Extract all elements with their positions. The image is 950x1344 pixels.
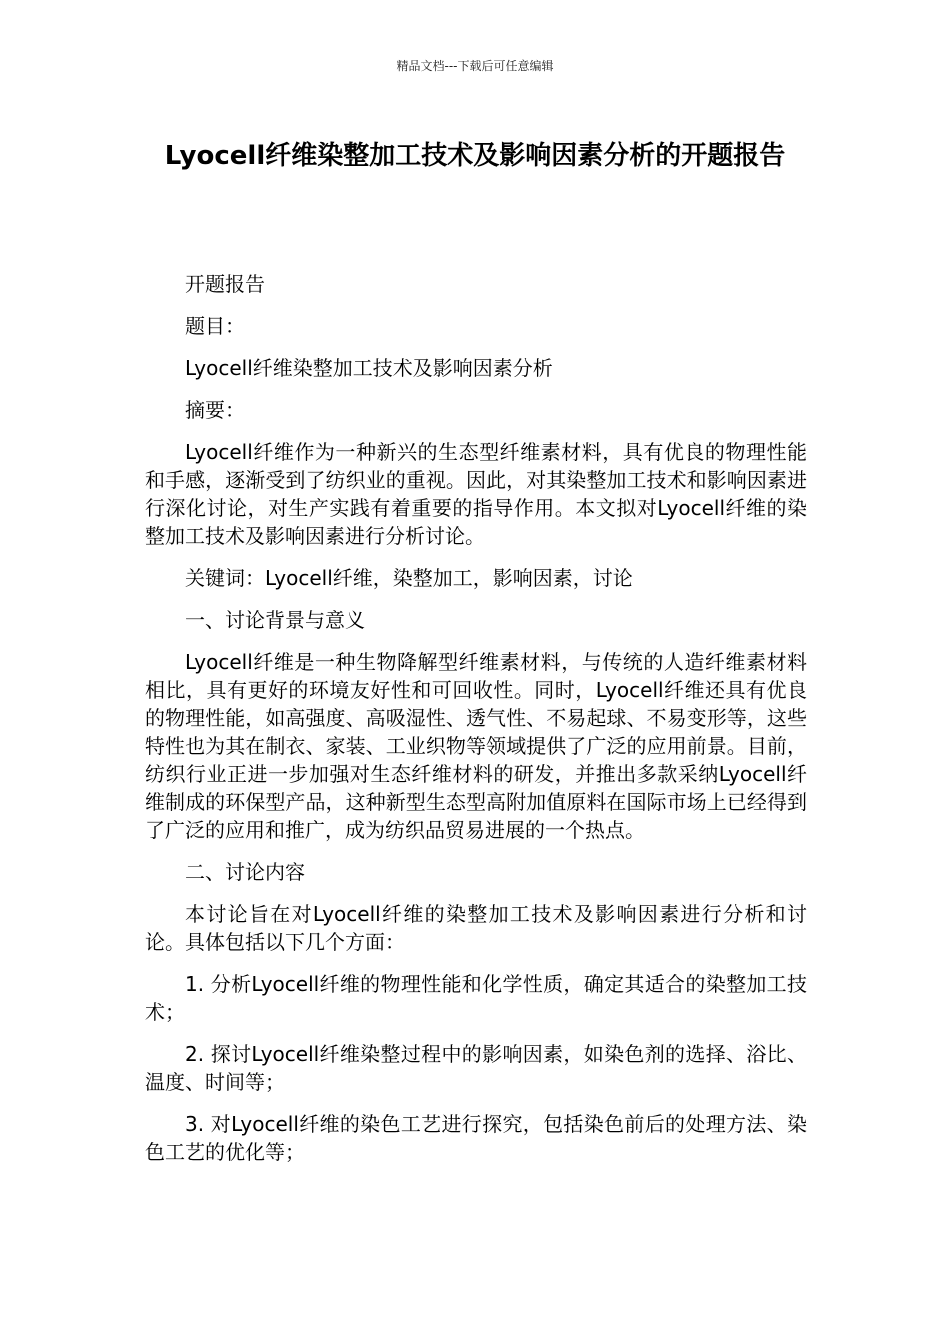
paragraph-topic-label: 题目： (185, 314, 245, 338)
paragraph-content-intro: 本讨论旨在对Lyocell纤维的染整加工技术及影响因素进行分析和讨论。具体包括以下几个方面： (145, 902, 807, 954)
paragraph-topic: Lyocell纤维染整加工技术及影响因素分析 (185, 356, 553, 380)
list-item-1: 1. 分析Lyocell纤维的物理性能和化学性质，确定其适合的染整加工技术； (145, 972, 807, 1024)
paragraph-keywords: 关键词：Lyocell纤维，染整加工，影响因素，讨论 (185, 566, 633, 590)
section-heading-content: 二、讨论内容 (185, 860, 305, 884)
section-heading-background: 一、讨论背景与意义 (185, 608, 365, 632)
document-title: Lyocell纤维染整加工技术及影响因素分析的开题报告 (164, 141, 786, 171)
paragraph-background: Lyocell纤维是一种生物降解型纤维素材料，与传统的人造纤维素材料相比，具有更好的环境友好性和可回收性。同时，Lyocell纤维还具有优良的物理性能，如高强度、高吸湿性、透气性、不易起球、不易变形等，这些特性也为其在制衣、家装、工业织物等领域提供了广泛的应用前景。目前，纺织行业正进一步加强对生态纤维材料的研发，并推出多款采纳Lyocell纤维制成的环保型产品，这种新型生态型高附加值原料在国际市场上已经得到了广泛的应用和推广，成为纺织品贸易进展的一个热点。 (145, 650, 807, 842)
document-body (145, 270, 807, 1180)
paragraph-abstract: Lyocell纤维作为一种新兴的生态型纤维素材料，具有优良的物理性能和手感，逐渐受到了纺织业的重视。因此，对其染整加工技术和影响因素进行深化讨论，对生产实践有着重要的指导作用。本文拟对Lyocell纤维的染整加工技术及影响因素进行分析讨论。 (145, 440, 807, 548)
paragraph-report-label: 开题报告 (185, 272, 265, 296)
list-item-3: 3. 对Lyocell纤维的染色工艺进行探究，包括染色前后的处理方法、染色工艺的优化等； (145, 1112, 807, 1164)
page-header-note: 精品文档---下载后可任意编辑 (396, 59, 554, 73)
list-item-2: 2. 探讨Lyocell纤维染整过程中的影响因素，如染色剂的选择、浴比、温度、时间等； (145, 1042, 807, 1094)
paragraph-abstract-label: 摘要： (185, 398, 245, 422)
